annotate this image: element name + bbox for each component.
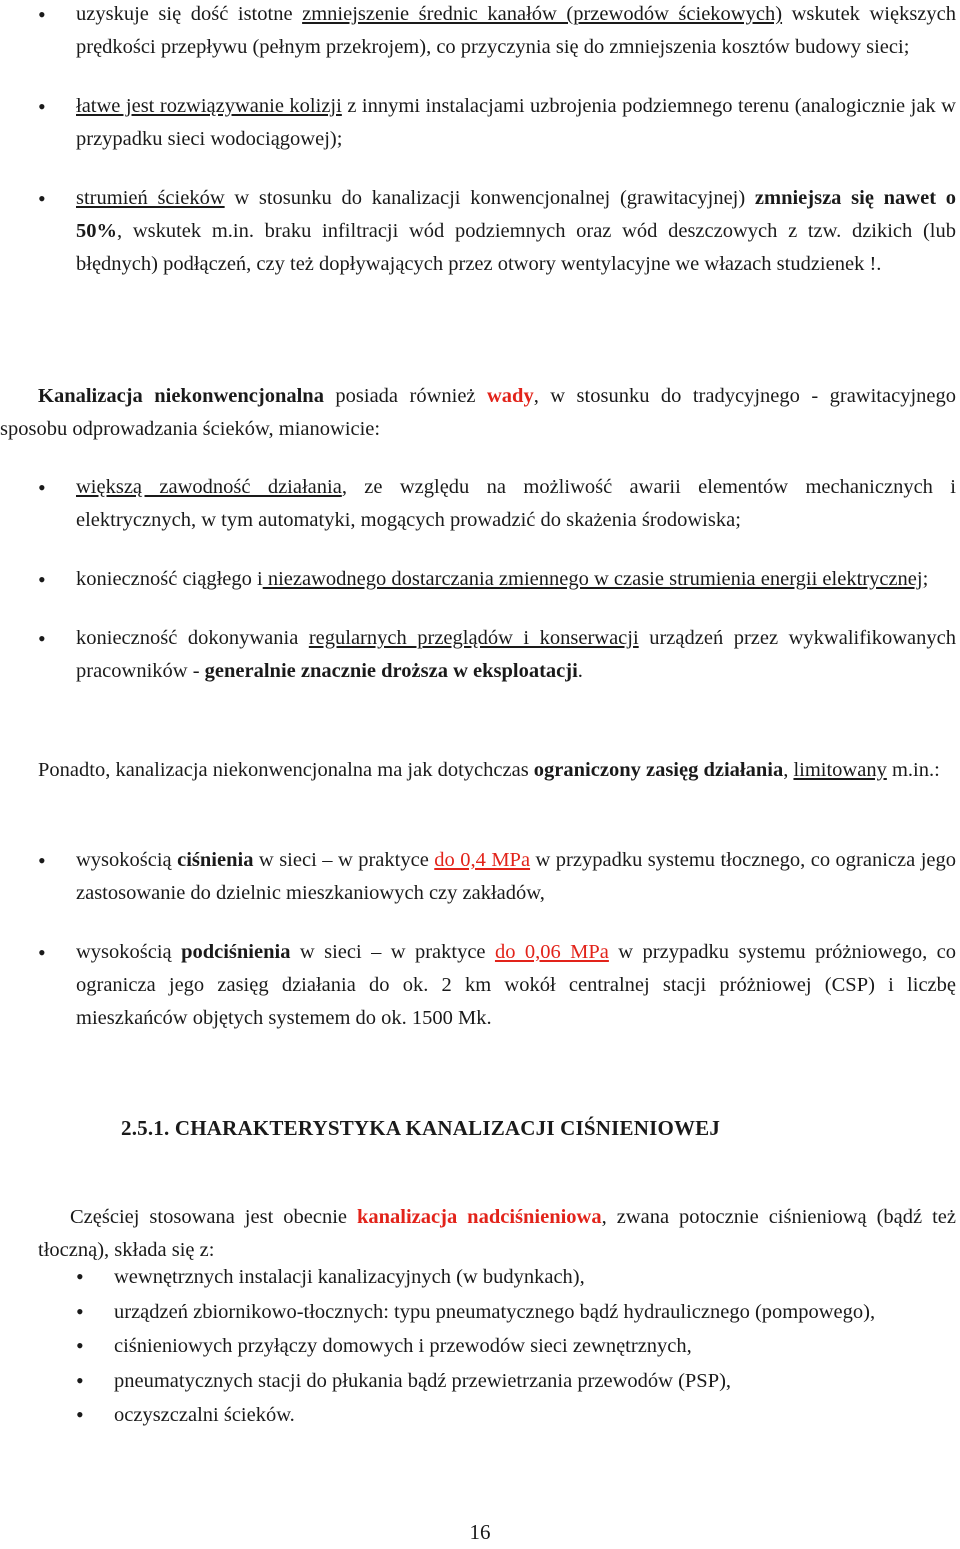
list-item: • uzyskuje się dość istotne zmniejszenie średnic kanałów (przewodów ściekowych) wskutek większych prędkości przepływu (pełnym przekrojem), co przyczynia się do zmniejszenia kosztów budowy sieci; [38, 0, 956, 64]
list-item: • wysokością ciśnienia w sieci – w praktyce do 0,4 MPa w przypadku systemu tłocznego, co ogranicza jego zastosowanie do dzielnic mieszkaniowych czy zakładów, [38, 844, 956, 910]
paragraph-cisnieniowa: Częściej stosowana jest obecnie kanalizacja nadciśnieniowa, zwana potocznie ciśnieniową (bądź też tłoczną), składa się z: [38, 1206, 957, 1261]
paragraph-ograniczenia: Ponadto, kanalizacja niekonwencjonalna ma jak dotychczas ograniczony zasięg działania, limitowany m.in.: [38, 759, 940, 781]
bullet-list-advantages [38, 0, 956, 281]
bullet-list-components [76, 1260, 956, 1433]
section-heading: 2.5.1. CHARAKTERYSTYKA KANALIZACJI CIŚNIENIOWEJ [121, 1116, 721, 1140]
paragraph-wady: Kanalizacja niekonwencjonalna posiada również wady, w stosunku do tradycyjnego - grawitacyjnego sposobu odprowadzania ścieków, mianowicie: [0, 385, 956, 440]
list-item: • konieczność dokonywania regularnych przeglądów i konserwacji urządzeń przez wykwalifikowanych pracowników - generalnie znacznie droższa w eksploatacji. [38, 622, 956, 688]
bullet-list-disadvantages [38, 471, 956, 688]
list-item: • większą zawodność działania, ze względu na możliwość awarii elementów mechanicznych i elektrycznych, w tym automatyki, mogących prowadzić do skażenia środowiska; [38, 471, 956, 537]
list-item: • konieczność ciągłego i niezawodnego dostarczania zmiennego w czasie strumienia energii elektrycznej; [38, 563, 956, 596]
list-item: • łatwe jest rozwiązywanie kolizji z innymi instalacjami uzbrojenia podziemnego terenu (analogicznie jak w przypadku sieci wodociągowej); [38, 90, 956, 156]
page-number: 16 [469, 1520, 491, 1544]
list-item: • ciśnieniowych przyłączy domowych i przewodów sieci zewnętrznych, [76, 1329, 956, 1364]
list-item: • pneumatycznych stacji do płukania bądź przewietrzania przewodów (PSP), [76, 1364, 956, 1399]
list-item: • wysokością podciśnienia w sieci – w praktyce do 0,06 MPa w przypadku systemu próżniowego, co ogranicza jego zasięg działania do ok. 2 km wokół centralnej stacji próżniowej (CSP) i liczbę mieszkańców objętych systemem do ok. 1500 Mk. [38, 936, 956, 1035]
list-item: • wewnętrznych instalacji kanalizacyjnych (w budynkach), [76, 1260, 956, 1295]
bullet-list-limits [38, 844, 956, 1035]
list-item: • strumień ścieków w stosunku do kanalizacji konwencjonalnej (grawitacyjnej) zmniejsza się nawet o 50%, wskutek m.in. braku infiltracji wód podziemnych oraz wód deszczowych z tzw. dzikich (lub błędnych) podłączeń, czy też dopływających przez otwory wentylacyjne we włazach studzienek !. [38, 182, 956, 281]
list-item: • urządzeń zbiornikowo-tłocznych: typu pneumatycznego bądź hydraulicznego (pompowego), [76, 1295, 956, 1330]
list-item: • oczyszczalni ścieków. [76, 1398, 956, 1433]
